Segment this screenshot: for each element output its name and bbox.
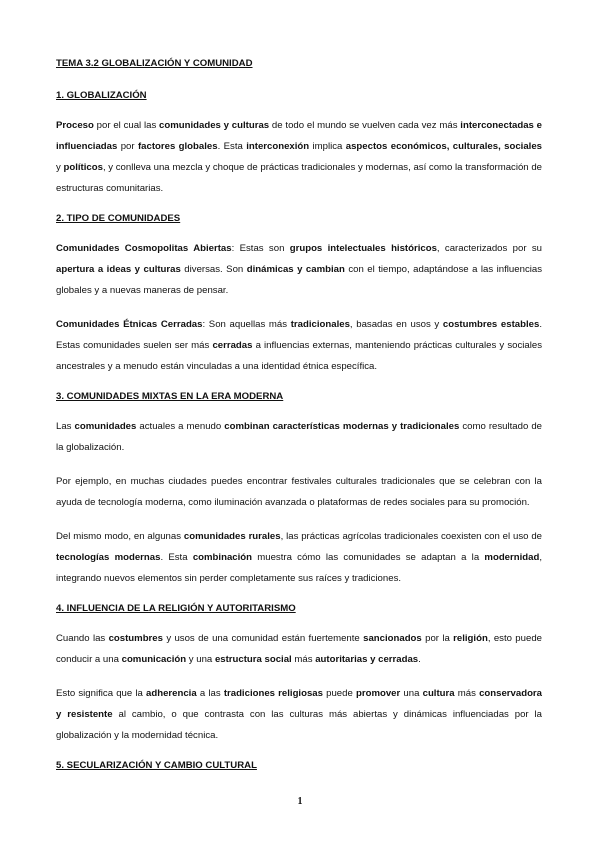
text-run: muestra cómo las comunidades se adaptan a la (252, 552, 485, 563)
bold-text: autoritarias y cerradas (315, 654, 419, 665)
section-heading: 2. TIPO DE COMUNIDADES (56, 213, 181, 224)
text-run: al cambio, o que contrasta con las culturas más abiertas y dinámicas influenciadas por la globalización y la modernidad técnica. (56, 709, 543, 741)
text-run: Del mismo modo, en algunas (56, 531, 184, 542)
text-run: por la (421, 633, 454, 644)
paragraph (56, 416, 542, 458)
text-run: por (117, 141, 138, 152)
section-heading: 1. GLOBALIZACIÓN (56, 90, 147, 101)
bold-text: religión (453, 633, 488, 644)
paragraph (56, 314, 542, 377)
document-body (56, 57, 542, 785)
bold-text: estructura social (214, 654, 292, 665)
text-run: , basadas en usos y (349, 319, 443, 330)
text-run: por el cual las (93, 120, 160, 131)
paragraph (56, 115, 542, 199)
paragraph (56, 683, 542, 746)
bold-text: comunidades (74, 421, 137, 432)
bold-text: Comunidades Étnicas Cerradas (56, 319, 203, 330)
text-run: Por ejemplo, en muchas ciudades puedes encontrar festivales culturales tradicionales que se celebran con la ayuda de tecnología moderna, como iluminación avanzada o plataformas de redes sociales para su promoción. (56, 476, 542, 508)
document-title: TEMA 3.2 GLOBALIZACIÓN Y COMUNIDAD (56, 58, 253, 69)
bold-text: tecnologías modernas (56, 552, 161, 563)
page-number: 1 (297, 796, 303, 807)
bold-text: aspectos económicos, culturales, sociales (345, 141, 543, 152)
text-run: a influencias externas, manteniendo prácticas culturales y sociales ancestrales y a menudo están vinculadas a una identidad étnica específica. (56, 340, 542, 372)
text-run: . Estas comunidades suelen ser más (56, 319, 542, 351)
text-run: a las (196, 688, 224, 699)
bold-text: Comunidades Cosmopolitas Abiertas (56, 243, 232, 254)
bold-text: tradiciones religiosas (223, 688, 323, 699)
text-run: Esto significa que la (56, 688, 147, 699)
text-run: diversas. Son (180, 264, 247, 275)
bold-text: interconectadas e influenciadas (56, 120, 543, 152)
text-run: . (418, 654, 421, 665)
text-run: : Son aquellas más (202, 319, 291, 330)
text-run: actuales a menudo (136, 421, 225, 432)
bold-text: adherencia (146, 688, 197, 699)
bold-text: comunicación (121, 654, 187, 665)
text-run: de todo el mundo se vuelven cada vez más (269, 120, 461, 131)
bold-text: combinan características modernas y tradicionales (224, 421, 460, 432)
bold-text: grupos intelectuales históricos (289, 243, 437, 254)
section-heading: 3. COMUNIDADES MIXTAS EN LA ERA MODERNA (56, 391, 284, 402)
bold-text: tradicionales (290, 319, 350, 330)
text-run: . Esta (217, 141, 247, 152)
paragraph (56, 238, 542, 301)
bold-text: combinación (192, 552, 252, 563)
text-run: Cuando las (56, 633, 109, 644)
text-run: y una (186, 654, 215, 665)
paragraph (56, 628, 542, 670)
paragraph (56, 471, 542, 513)
text-run: más (454, 688, 480, 699)
text-run: como resultado de la globalización. (56, 421, 543, 453)
text-run: puede (322, 688, 356, 699)
bold-text: costumbres (108, 633, 163, 644)
bold-text: costumbres estables (442, 319, 540, 330)
bold-text: interconexión (246, 141, 310, 152)
text-run: una (400, 688, 423, 699)
bold-text: apertura a ideas y culturas (56, 264, 181, 275)
bold-text: comunidades y culturas (159, 120, 270, 131)
text-run: . Esta (160, 552, 193, 563)
text-run: más (291, 654, 316, 665)
bold-text: dinámicas y cambian (246, 264, 345, 275)
section-heading: 5. SECULARIZACIÓN Y CAMBIO CULTURAL (56, 760, 257, 771)
text-run: Las (56, 421, 75, 432)
bold-text: factores globales (137, 141, 218, 152)
text-run: y usos de una comunidad están fuertemente (162, 633, 364, 644)
bold-text: modernidad (484, 552, 540, 563)
bold-text: Proceso (56, 120, 94, 131)
bold-text: promover (356, 688, 401, 699)
text-run: : Estas son (231, 243, 290, 254)
text-run: , las prácticas agrícolas tradicionales coexisten con el uso de (280, 531, 542, 542)
text-run: , esto puede conducir a una (56, 633, 542, 665)
bold-text: conservadora y resistente (56, 688, 542, 720)
bold-text: cerradas (212, 340, 253, 351)
paragraph (56, 526, 542, 589)
text-run: , y conlleva una mezcla y choque de prácticas tradicionales y modernas, así como la transformación de estructuras comunitarias. (56, 162, 542, 194)
bold-text: sancionados (363, 633, 422, 644)
bold-text: políticos (63, 162, 103, 173)
bold-text: cultura (422, 688, 455, 699)
text-run: implica (309, 141, 346, 152)
bold-text: comunidades rurales (183, 531, 281, 542)
text-run: , caracterizados por su (436, 243, 542, 254)
section-heading: 4. INFLUENCIA DE LA RELIGIÓN Y AUTORITARISMO (56, 603, 296, 614)
text-run: con el tiempo, adaptándose a las influencias globales y a nuevas maneras de pensar. (56, 264, 543, 296)
text-run: y (56, 162, 64, 173)
text-run: , integrando nuevos elementos sin perder completamente sus raíces y tradiciones. (56, 552, 542, 584)
